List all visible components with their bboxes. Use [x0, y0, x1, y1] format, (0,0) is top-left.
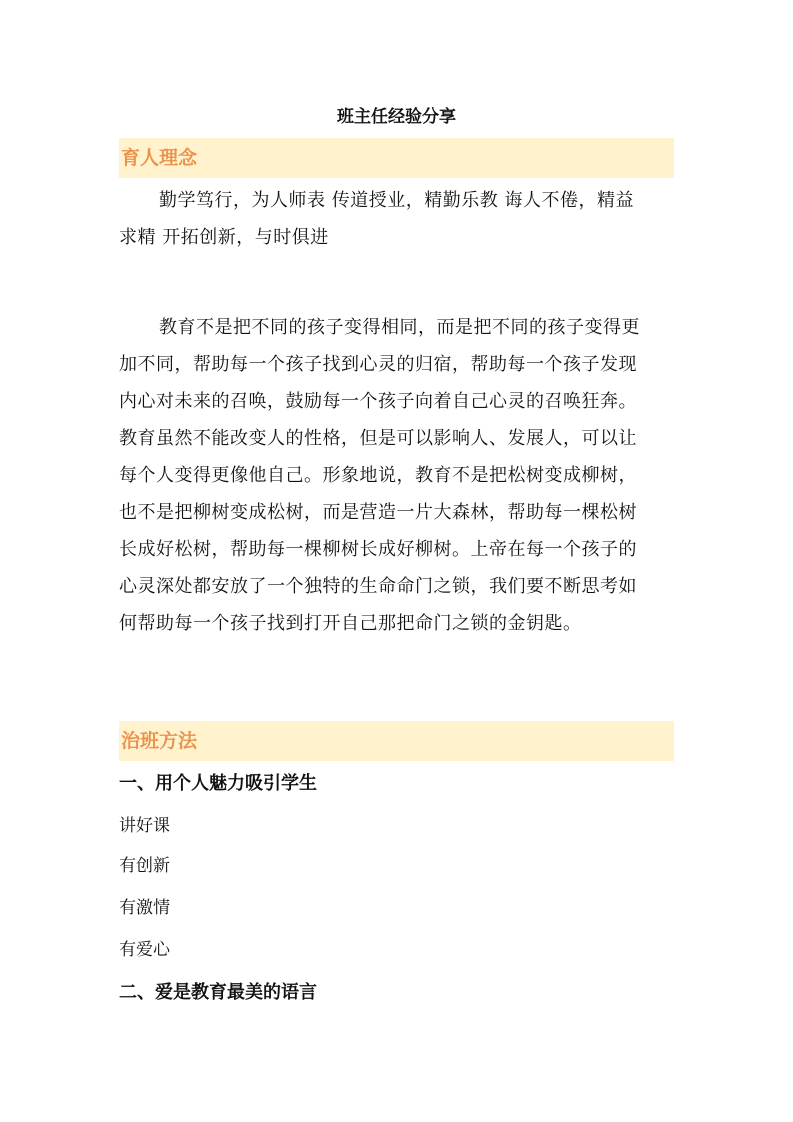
subheading-love: 二、爱是教育最美的语言	[119, 982, 317, 1003]
para-line-7: 长成好松树，帮助每一棵柳树长成好柳树。上帝在每一个孩子的	[119, 539, 637, 560]
para-line-3: 内心对未来的召唤，鼓励每一个孩子向着自己心灵的召唤狂奔。	[119, 391, 637, 412]
motto-line-1: 勤学笃行，为人师表 传道授业，精勤乐教 诲人不倦，精益	[159, 190, 634, 211]
para-line-9: 何帮助每一个孩子找到打开自己那把命门之锁的金钥匙。	[119, 613, 582, 634]
philosophy-paragraph	[119, 309, 674, 642]
subheading-personal-charm: 一、用个人魅力吸引学生	[119, 773, 317, 794]
list-item: 有创新	[119, 856, 170, 876]
para-line-6: 也不是把柳树变成松树，而是营造一片大森林，帮助每一棵松树	[119, 502, 637, 523]
list-item: 有爱心	[119, 940, 170, 960]
para-line-5: 每个人变得更像他自己。形象地说，教育不是把松树变成柳树，	[119, 465, 637, 486]
para-line-1: 教育不是把不同的孩子变得相同，而是把不同的孩子变得更	[159, 317, 640, 338]
motto-paragraph	[119, 182, 674, 256]
para-line-2: 加不同，帮助每一个孩子找到心灵的归宿，帮助每一个孩子发现	[119, 354, 637, 375]
list-item: 有激情	[119, 898, 170, 918]
para-line-8: 心灵深处都安放了一个独特的生命命门之锁，我们要不断思考如	[119, 576, 637, 597]
motto-line-2: 求精 开拓创新，与时俱进	[119, 227, 329, 248]
document-title: 班主任经验分享	[337, 107, 456, 127]
para-line-4: 教育虽然不能改变人的性格，但是可以影响人、发展人，可以让	[119, 428, 637, 449]
section-heading-philosophy: 育人理念	[119, 138, 674, 178]
section-heading-methods: 治班方法	[119, 721, 674, 761]
list-item: 讲好课	[119, 816, 170, 836]
